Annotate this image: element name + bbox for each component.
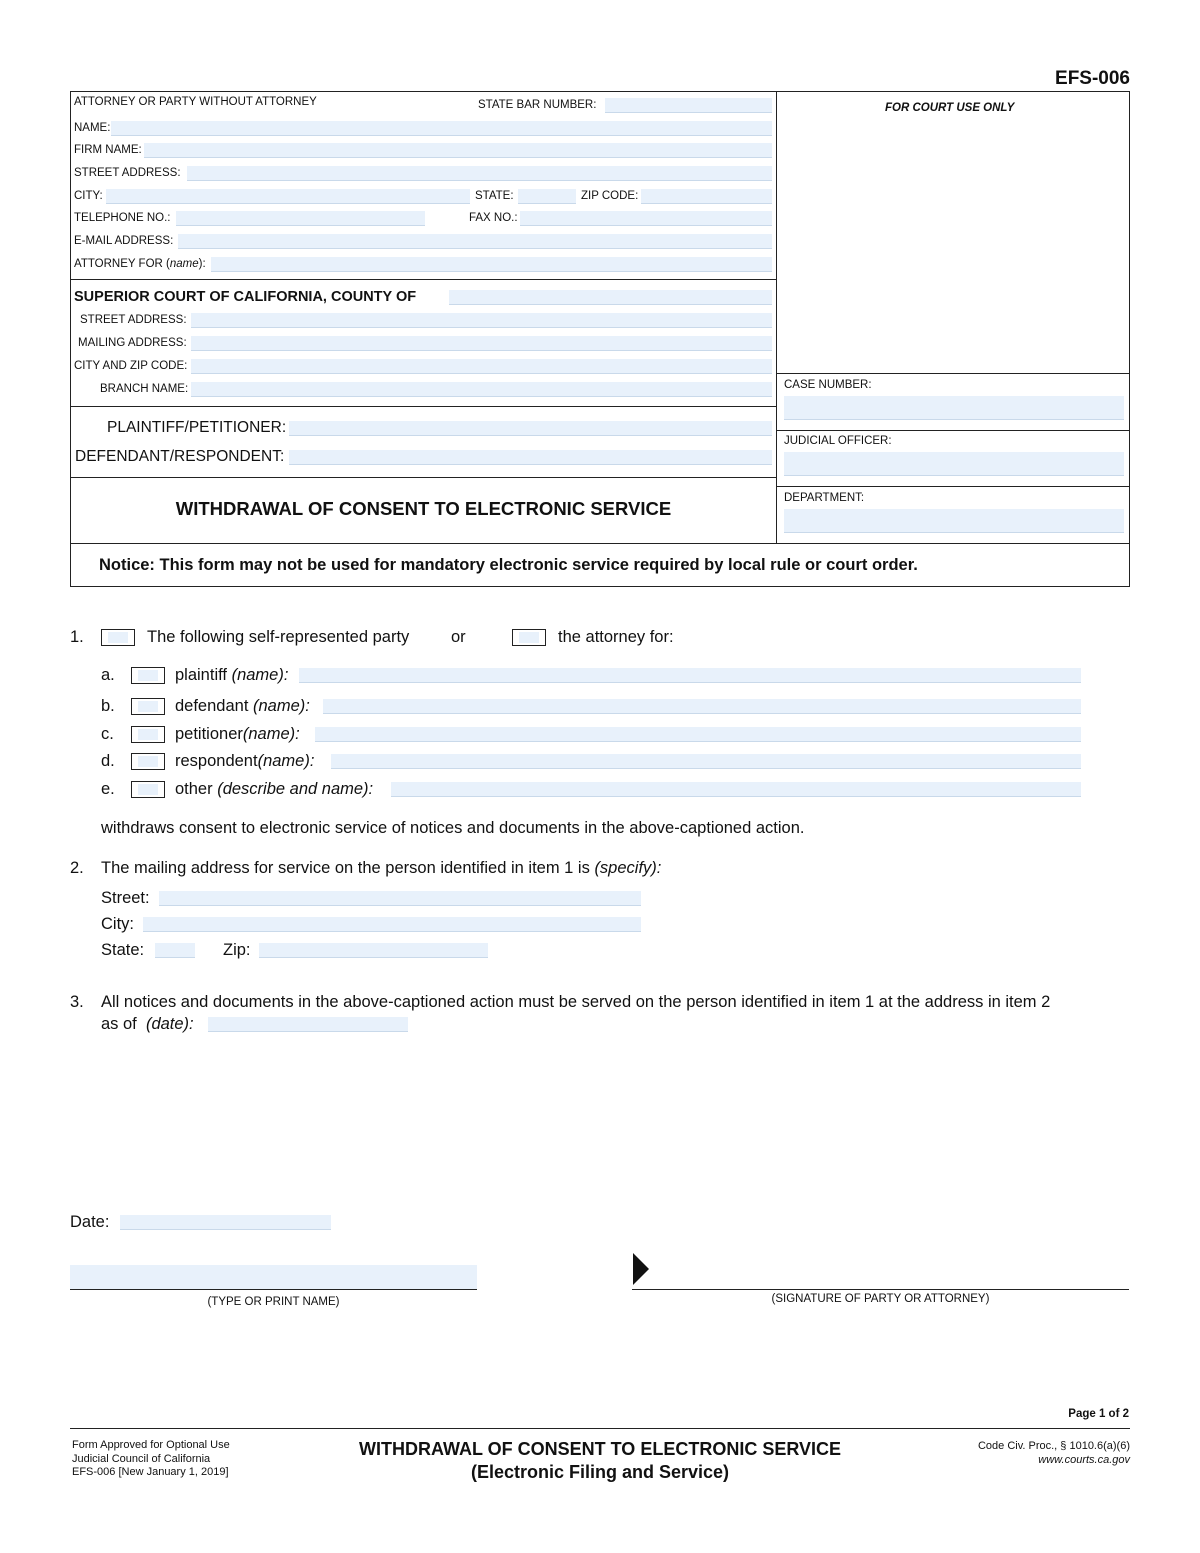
attorney-for-option-label: the attorney for: [558,628,674,646]
option-c-letter: c. [101,725,114,743]
footer-divider [70,1428,1130,1429]
fax-label: FAX NO.: [469,212,518,224]
email-field[interactable] [178,234,772,249]
mailing-state-field[interactable] [155,943,195,958]
print-name-field[interactable] [70,1265,477,1290]
item3-number: 3. [70,993,84,1011]
respondent-option [175,752,314,771]
branch-name-field[interactable] [191,382,772,397]
city-field[interactable] [106,189,470,204]
mailing-state-label: State: [101,941,145,959]
footer-right [978,1440,1130,1467]
mailing-street-label: Street: [101,889,150,907]
plaintiff-option-label: plaintiff [175,666,227,684]
state-bar-field[interactable] [605,98,772,113]
defendant-option [175,697,310,716]
attorney-for-field[interactable] [211,257,772,272]
plaintiff-label: PLAINTIFF/PETITIONER: [107,419,287,436]
defendant-checkbox[interactable] [131,698,165,715]
print-name-label: (TYPE OR PRINT NAME) [207,1296,340,1308]
withdraw-text: withdraws consent to electronic service of notices and documents in the above-captioned action. [101,819,805,837]
attorney-for-label [74,258,206,270]
name-label: NAME: [74,122,111,134]
zip-code-label: ZIP CODE: [581,190,639,202]
city-label: CITY: [74,190,103,202]
county-field[interactable] [449,290,772,305]
court-mailing-field[interactable] [191,336,772,351]
item3-date-hint: (date): [145,1015,194,1033]
respondent-checkbox[interactable] [131,753,165,770]
item2-hint: (specify): [594,859,662,877]
plaintiff-checkbox[interactable] [131,667,165,684]
department-field[interactable] [784,509,1124,533]
footer-code: Code Civ. Proc., § 1010.6(a)(6) [977,1440,1130,1452]
case-number-field[interactable] [784,396,1124,420]
item2-text-main: The mailing address for service on the person identified in item 1 is [101,859,590,877]
defendant-name-field[interactable] [323,699,1081,714]
petitioner-option-label: petitioner [175,725,243,743]
street-address-label: STREET ADDRESS: [74,167,181,179]
telephone-label: TELEPHONE NO.: [74,212,171,224]
other-name-field[interactable] [391,782,1081,797]
respondent-option-label: respondent [175,752,258,770]
footer-title-line2: (Electronic Filing and Service) [470,1462,730,1482]
court-use-label: FOR COURT USE ONLY [885,102,1015,114]
email-label: E-MAIL ADDRESS: [74,235,174,247]
defendant-option-hint: (name): [253,697,310,715]
attorney-for-hint: name [169,258,199,270]
zip-code-field[interactable] [641,189,772,204]
attorney-for-text: ATTORNEY FOR ( [74,258,170,270]
plaintiff-option [175,666,288,685]
other-checkbox[interactable] [131,781,165,798]
petitioner-name-field[interactable] [315,727,1081,742]
or-label: or [451,628,466,646]
attorney-name-field[interactable] [111,121,772,136]
item3-text: All notices and documents in the above-captioned action must be served on the person identified in item 1 at the address in item 2 [101,993,1051,1011]
signature-line[interactable] [632,1289,1129,1290]
defendant-option-label: defendant [175,697,249,715]
court-city-zip-field[interactable] [191,359,772,374]
attorney-for-end: ): [198,258,206,270]
footer-council: Judicial Council of California [72,1452,211,1465]
court-mailing-label: MAILING ADDRESS: [78,337,187,349]
signature-label: (SIGNATURE OF PARTY OR ATTORNEY) [771,1293,990,1305]
firm-name-field[interactable] [144,143,772,158]
service-date-field[interactable] [208,1017,408,1032]
mailing-zip-label: Zip: [223,941,251,959]
fax-field[interactable] [520,211,772,226]
street-address-field[interactable] [187,166,772,181]
respondent-name-field[interactable] [331,754,1081,769]
item3-as-of-text: as of [101,1015,137,1033]
state-field[interactable] [518,189,576,204]
respondent-option-hint: (name): [257,752,315,770]
self-represented-label: The following self-represented party [147,628,410,646]
other-option-hint: (describe and name): [217,780,374,798]
footer-website[interactable]: www.courts.ca.gov [1038,1453,1130,1466]
telephone-field[interactable] [176,211,425,226]
department-label: DEPARTMENT: [784,492,865,504]
option-b-letter: b. [101,697,115,715]
option-e-letter: e. [101,780,115,798]
other-option [175,780,373,799]
firm-name-label: FIRM NAME: [74,144,142,156]
notice-text: Notice: This form may not be used for mandatory electronic service required by local rule or court order. [99,556,918,574]
court-street-field[interactable] [191,313,772,328]
option-a-letter: a. [101,666,115,684]
option-d-letter: d. [101,752,115,770]
item1-number: 1. [70,628,84,646]
court-city-zip-label: CITY AND ZIP CODE: [74,360,188,372]
petitioner-option-hint: (name): [242,725,300,743]
branch-name-label: BRANCH NAME: [100,383,189,395]
defendant-label: DEFENDANT/RESPONDENT: [75,448,285,465]
page-number: Page 1 of 2 [1068,1408,1129,1420]
state-bar-label: STATE BAR NUMBER: [478,99,597,111]
mailing-city-field[interactable] [143,917,641,932]
plaintiff-option-hint: (name): [231,666,289,684]
attorney-for-checkbox[interactable] [512,629,546,646]
footer-approved: Form Approved for Optional Use [72,1439,230,1451]
state-label: STATE: [475,190,514,202]
petitioner-checkbox[interactable] [131,726,165,743]
mailing-city-label: City: [101,915,134,933]
signature-arrow-icon [633,1253,649,1285]
defendant-field[interactable] [289,450,772,465]
signature-date-field[interactable] [120,1215,331,1230]
court-title: SUPERIOR COURT OF CALIFORNIA, COUNTY OF [74,289,417,305]
item3-as-of [101,1015,194,1034]
footer-left [72,1439,230,1480]
form-title: WITHDRAWAL OF CONSENT TO ELECTRONIC SERVICE [175,498,672,519]
petitioner-option [175,725,300,744]
attorney-section-label: ATTORNEY OR PARTY WITHOUT ATTORNEY [74,96,317,108]
judicial-officer-field[interactable] [784,452,1124,476]
court-street-label: STREET ADDRESS: [80,314,187,326]
mailing-zip-field[interactable] [259,943,488,958]
footer-version: EFS-006 [New January 1, 2019] [72,1466,229,1478]
plaintiff-field[interactable] [289,421,772,436]
footer-title-line1: WITHDRAWAL OF CONSENT TO ELECTRONIC SERVICE [358,1439,842,1459]
self-represented-checkbox[interactable] [101,629,135,646]
other-option-label: other [175,780,213,798]
mailing-street-field[interactable] [159,891,641,906]
date-label: Date: [70,1213,110,1231]
judicial-officer-label: JUDICIAL OFFICER: [784,435,892,447]
form-id: EFS-006 [1055,68,1130,89]
plaintiff-name-field[interactable] [299,668,1081,683]
case-number-label: CASE NUMBER: [784,379,872,391]
footer-title [300,1438,900,1484]
item2-text [101,859,661,878]
item2-number: 2. [70,859,84,877]
